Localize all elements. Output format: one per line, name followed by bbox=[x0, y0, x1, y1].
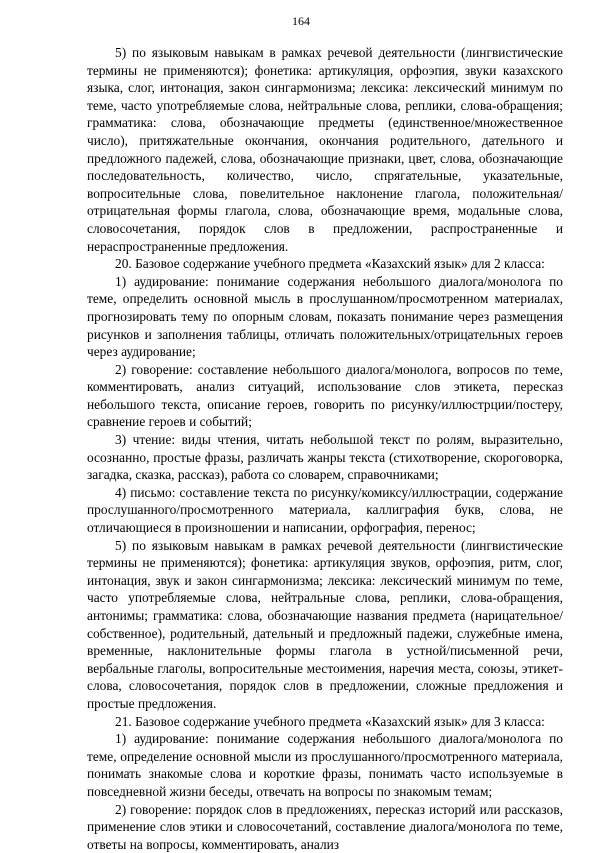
paragraph: 1) аудирование: понимание содержания небольшого диалога/монолога по теме, определить основной мысль в прослушанном/просмотренном материалах, прогнозировать тему по опорным словам, показать понимание через размещения рисунков и заполнения таблицы, отличать положительных/отрицательных героев через аудирование; bbox=[87, 273, 563, 360]
document-body bbox=[87, 44, 563, 853]
paragraph: 4) письмо: составление текста по рисунку/комиксу/иллюстрации, содержание прослушанного/просмотренного материала, каллиграфия букв, слова, не отличающиеся в произношении и написании, орфография, перенос; bbox=[87, 484, 563, 536]
paragraph: 2) говорение: порядок слов в предложениях, пересказ историй или рассказов, применение слов этики и словосочетаний, составление диалога/монолога по теме, ответы на вопросы, комментировать, анализ bbox=[87, 801, 563, 852]
page-number: 164 bbox=[292, 14, 310, 28]
paragraph: 5) по языковым навыкам в рамках речевой деятельности (лингвистические термины не применяются); фонетика: артикуляция, орфоэпия, звуки казахского языка, слог, интонация, закон сингармонизма; лексика: лексический минимум по теме, часто употребляемые слова, нейтральные слова, реплики, слова-обращения; грамматика: слова, обозначающие предметы (единственное/множественное число), притяжательные окончания, окончания родительного, дательного и предложного падежей, слова, обозначающие признаки, цвет, слова, обозначающие последовательность, количество, число, спрягательные, указательные, вопросительные слова, повелительное наклонение глагола, положительная/отрицательная формы глагола, слова, обозначающие время, модальные слова, словосочетания, порядок слов в предложении, распространенные и нераспространенные предложения. bbox=[87, 45, 563, 254]
paragraph: 1) аудирование: понимание содержания небольшого диалога/монолога по теме, определение основной мысли из прослушанного/просмотренного материала, понимать знакомые слова и короткие фразы, понимать часто используемые в повседневной жизни беседы, отвечать на вопросы по знакомым темам; bbox=[87, 731, 563, 799]
paragraph: 3) чтение: виды чтения, читать небольшой текст по ролям, выразительно, осознанно, простые фразы, различать жанры текста (стихотворение, скороговорка, загадка, сказка, рассказ), работа со словарем, справочниками; bbox=[87, 432, 563, 483]
paragraph: 5) по языковым навыкам в рамках речевой деятельности (лингвистические термины не применяются); фонетика: артикуляция звуков, орфоэпия, ритм, слог, интонация, звук и закон сингармонизма; лексика: лексический минимум по теме, часто употребляемые слова, нейтральные слова, реплики, слова-обращения, антонимы; грамматика: слова, обозначающие названия предмета (нарицательное/собственное), родительный, дательный и предложный падежи, служебные имена, временные, наклонительные формы глагола в устной/письменной речи, вербальные глаголы, вопросительные местоимения, наречия места, союзы, этикет-слова, словосочетания, порядок слов в предложении, сложные предложения и простые предложения. bbox=[87, 537, 563, 711]
section-heading: 20. Базовое содержание учебного предмета «Казахский язык» для 2 класса: bbox=[115, 256, 545, 272]
paragraph: 2) говорение: составление небольшого диалога/монолога, вопросов по теме, комментировать, анализ ситуаций, использование слов этикета, пересказ небольшого текста, описание героев, говорить по рисунку/иллюстрции/постеру, сравнение героев и событий; bbox=[87, 361, 563, 430]
section-heading: 21. Базовое содержание учебного предмета «Казахский язык» для 3 класса: bbox=[115, 713, 545, 729]
